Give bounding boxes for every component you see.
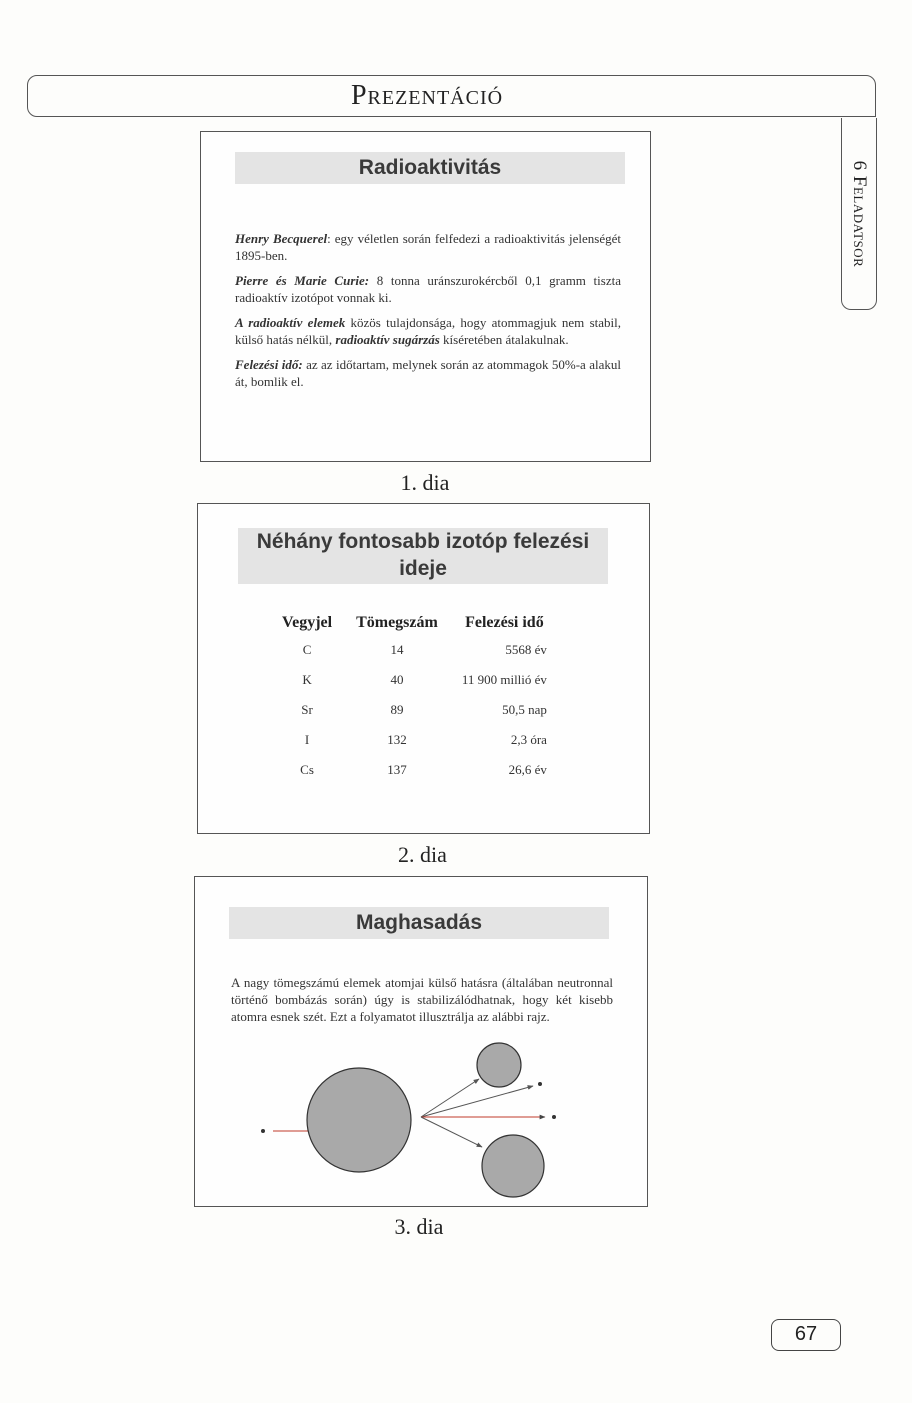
cell-mass-number: 137 — [387, 762, 407, 777]
slide-2-caption: 2. dia — [398, 842, 447, 867]
slide-1 — [200, 131, 651, 462]
page-number: 67 — [771, 1319, 841, 1351]
table-header-row — [270, 614, 559, 642]
cell-half-life: 26,6 év — [508, 762, 547, 777]
heavy-nucleus — [307, 1068, 411, 1172]
cell-mass-number: 14 — [390, 642, 404, 657]
slide-2-title-line-2: ideje — [399, 557, 447, 580]
column-header-symbol: Vegyjel — [282, 614, 333, 631]
column-header-half-life: Felezési idő — [465, 614, 544, 631]
slide-1-body — [235, 230, 621, 398]
cell-symbol: Cs — [300, 762, 314, 777]
emitted-neutron-2 — [552, 1115, 556, 1119]
slide-1-title: Radioaktivitás — [235, 152, 625, 184]
table-row — [270, 762, 559, 792]
slide-3 — [194, 876, 648, 1207]
slide-1-caption: 1. dia — [400, 470, 450, 495]
arrow-to-fragment-top — [421, 1079, 479, 1117]
cell-half-life: 5568 év — [505, 642, 547, 657]
cell-symbol: Sr — [301, 702, 313, 717]
page-header-title: Prezentáció — [350, 80, 504, 111]
arrow-to-neutron-1 — [421, 1086, 533, 1117]
slide-3-title: Maghasadás — [229, 907, 609, 939]
chapter-side-tab — [841, 118, 877, 310]
emitted-neutron-1 — [538, 1082, 542, 1086]
slide-3-body: A nagy tömegszámú elemek atomjai külső hatásra (általában neutronnal történő bombázás során) úgy is stabilizálódhatnak, hogy két kisebb atomra esnek szét. Ezt a folyamatot illusztrálja az alábbi rajz. — [231, 975, 613, 1024]
fission-diagram — [195, 877, 649, 1208]
table-row — [270, 702, 559, 732]
half-life-table — [270, 614, 559, 792]
cell-half-life: 2,3 óra — [510, 732, 547, 747]
cell-symbol: C — [302, 642, 312, 657]
chapter-side-tab-label: 6 Feladatsor — [849, 160, 870, 267]
cell-symbol: I — [304, 732, 310, 747]
table-row — [270, 732, 559, 762]
slide-3-caption: 3. dia — [394, 1214, 444, 1239]
slide-2-title-line-1: Néhány fontosabb izotóp felezési — [256, 530, 590, 553]
slide-2 — [197, 503, 650, 834]
slide-2-title — [238, 528, 608, 584]
cell-mass-number: 40 — [390, 672, 404, 687]
cell-half-life: 50,5 nap — [502, 702, 547, 717]
fission-fragment-bottom — [482, 1135, 544, 1197]
paragraph-half-life: Felezési idő: az az időtartam, melynek során az atommagok 50%-a alakul át, bomlik el. — [235, 357, 621, 389]
paragraph-becquerel: Henry Becquerel: egy véletlen során felfedezi a radioaktivitás jelenségét 1895-ben. — [235, 231, 621, 263]
cell-mass-number: 132 — [387, 732, 407, 747]
table-row — [270, 672, 559, 702]
arrow-to-fragment-bottom — [421, 1117, 482, 1147]
cell-half-life: 11 900 millió év — [461, 672, 547, 687]
cell-mass-number: 89 — [390, 702, 404, 717]
column-header-mass-number: Tömegszám — [356, 614, 438, 631]
paragraph-curie: Pierre és Marie Curie: 8 tonna uránszurokércből 0,1 gramm tiszta radioaktív izotópot vonnak ki. — [235, 273, 621, 305]
incoming-neutron — [261, 1129, 265, 1133]
cell-symbol: K — [302, 672, 312, 687]
paragraph-radioactive-elements: A radioaktív elemek közös tulajdonsága, hogy atommagjuk nem stabil, külső hatás nélkül, radioaktív sugárzás kíséretében átalakulnak. — [235, 315, 621, 347]
fission-fragment-top — [477, 1043, 521, 1087]
table-row — [270, 642, 559, 672]
